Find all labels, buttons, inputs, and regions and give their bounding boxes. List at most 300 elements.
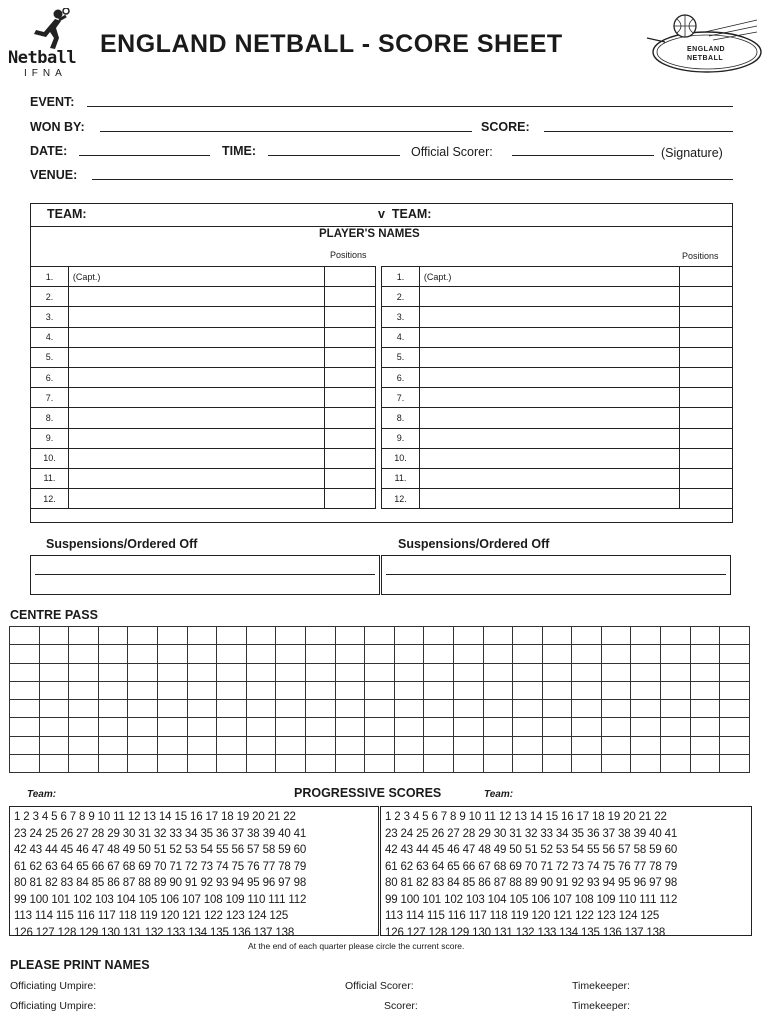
centre-pass-cell[interactable] <box>572 627 602 645</box>
centre-pass-cell[interactable] <box>601 681 631 699</box>
centre-pass-cell[interactable] <box>157 755 187 773</box>
centre-pass-cell[interactable] <box>10 736 40 754</box>
centre-pass-cell[interactable] <box>217 718 247 736</box>
team-header-divider <box>31 226 732 227</box>
centre-pass-cell[interactable] <box>542 718 572 736</box>
player-number: 7. <box>31 388 69 408</box>
player-name-cell[interactable] <box>68 428 324 448</box>
centre-pass-cell[interactable] <box>424 645 454 663</box>
centre-pass-cell[interactable] <box>69 627 99 645</box>
netball-hoop-icon <box>645 12 763 74</box>
player-name-cell[interactable]: (Capt.) <box>68 267 324 287</box>
centre-pass-cell[interactable] <box>483 627 513 645</box>
player-position-cell[interactable] <box>680 267 733 287</box>
won-by-input-line[interactable] <box>100 131 472 132</box>
player-position-cell[interactable] <box>325 448 376 468</box>
player-name-cell[interactable] <box>68 327 324 347</box>
centre-pass-cell[interactable] <box>187 718 217 736</box>
centre-pass-cell[interactable] <box>217 681 247 699</box>
centre-pass-cell[interactable] <box>39 700 69 718</box>
centre-pass-cell[interactable] <box>335 736 365 754</box>
score-number-line[interactable]: 113 114 115 116 117 118 119 120 121 122 123 124 125 <box>14 910 289 922</box>
score-number-line[interactable]: 99 100 101 102 103 104 105 106 107 108 109 110 111 112 <box>385 893 678 906</box>
centre-pass-cell[interactable] <box>128 627 158 645</box>
centre-pass-cell[interactable] <box>39 663 69 681</box>
player-name-cell[interactable]: (Capt.) <box>419 267 679 287</box>
centre-pass-cell[interactable] <box>483 663 513 681</box>
centre-pass-cell[interactable] <box>217 663 247 681</box>
centre-pass-cell[interactable] <box>10 718 40 736</box>
player-position-cell[interactable] <box>325 307 376 327</box>
officiating-umpire-label-2: Officiating Umpire: <box>10 1000 97 1012</box>
score-number-line[interactable]: 1 2 3 4 5 6 7 8 9 10 11 12 13 14 15 16 17 18 19 20 21 22 <box>14 811 296 823</box>
centre-pass-cell[interactable] <box>394 645 424 663</box>
centre-pass-cell[interactable] <box>601 755 631 773</box>
centre-pass-cell[interactable] <box>513 627 543 645</box>
centre-pass-cell[interactable] <box>572 663 602 681</box>
progressive-scores-left <box>9 806 379 939</box>
centre-pass-cell[interactable] <box>69 755 99 773</box>
date-input-line[interactable] <box>79 155 210 156</box>
centre-pass-cell[interactable] <box>542 645 572 663</box>
centre-pass-cell[interactable] <box>720 755 750 773</box>
centre-pass-cell[interactable] <box>69 681 99 699</box>
centre-pass-cell[interactable] <box>424 627 454 645</box>
centre-pass-cell[interactable] <box>690 645 720 663</box>
player-name-cell[interactable] <box>68 448 324 468</box>
centre-pass-cell[interactable] <box>631 700 661 718</box>
centre-pass-cell[interactable] <box>128 663 158 681</box>
player-name-cell[interactable] <box>68 388 324 408</box>
centre-pass-cell[interactable] <box>157 681 187 699</box>
player-row <box>31 408 376 428</box>
centre-pass-cell[interactable] <box>453 663 483 681</box>
centre-pass-cell[interactable] <box>631 755 661 773</box>
centre-pass-cell[interactable] <box>157 700 187 718</box>
centre-pass-cell[interactable] <box>394 663 424 681</box>
centre-pass-cell[interactable] <box>98 681 128 699</box>
home-players-table <box>30 266 376 509</box>
centre-pass-cell[interactable] <box>483 755 513 773</box>
centre-pass-cell[interactable] <box>128 681 158 699</box>
centre-pass-cell[interactable] <box>276 663 306 681</box>
venue-input-line[interactable] <box>92 179 733 180</box>
centre-pass-cell[interactable] <box>305 736 335 754</box>
player-row <box>382 388 733 408</box>
centre-pass-cell[interactable] <box>601 663 631 681</box>
centre-pass-cell[interactable] <box>98 718 128 736</box>
centre-pass-cell[interactable] <box>720 645 750 663</box>
player-row <box>382 267 733 287</box>
centre-pass-cell[interactable] <box>187 627 217 645</box>
centre-pass-cell[interactable] <box>631 645 661 663</box>
player-position-cell[interactable] <box>325 327 376 347</box>
centre-pass-cell[interactable] <box>335 681 365 699</box>
centre-pass-cell[interactable] <box>217 627 247 645</box>
player-number: 8. <box>382 408 420 428</box>
centre-pass-cell[interactable] <box>335 663 365 681</box>
player-name-cell[interactable] <box>419 367 679 387</box>
centre-pass-cell[interactable] <box>513 736 543 754</box>
player-number: 2. <box>31 287 69 307</box>
official-scorer-label: Official Scorer: <box>411 145 493 159</box>
centre-pass-cell[interactable] <box>424 681 454 699</box>
centre-pass-cell[interactable] <box>720 718 750 736</box>
centre-pass-cell[interactable] <box>246 645 276 663</box>
centre-pass-row <box>10 718 750 736</box>
player-position-cell[interactable] <box>325 428 376 448</box>
centre-pass-cell[interactable] <box>128 700 158 718</box>
centre-pass-cell[interactable] <box>424 718 454 736</box>
centre-pass-cell[interactable] <box>276 681 306 699</box>
centre-pass-cell[interactable] <box>483 681 513 699</box>
centre-pass-cell[interactable] <box>217 736 247 754</box>
centre-pass-cell[interactable] <box>365 663 395 681</box>
centre-pass-cell[interactable] <box>365 700 395 718</box>
centre-pass-cell[interactable] <box>690 718 720 736</box>
centre-pass-cell[interactable] <box>246 627 276 645</box>
centre-pass-cell[interactable] <box>601 645 631 663</box>
centre-pass-cell[interactable] <box>453 627 483 645</box>
centre-pass-cell[interactable] <box>542 663 572 681</box>
centre-pass-cell[interactable] <box>128 755 158 773</box>
centre-pass-cell[interactable] <box>483 718 513 736</box>
centre-pass-cell[interactable] <box>453 718 483 736</box>
centre-pass-cell[interactable] <box>69 645 99 663</box>
centre-pass-cell[interactable] <box>661 736 691 754</box>
player-row <box>31 367 376 387</box>
score-number-line[interactable]: 42 43 44 45 46 47 48 49 50 51 52 53 54 55 56 57 58 59 60 <box>14 844 307 856</box>
centre-pass-cell[interactable] <box>98 700 128 718</box>
centre-pass-cell[interactable] <box>572 736 602 754</box>
centre-pass-cell[interactable] <box>276 718 306 736</box>
player-position-cell[interactable] <box>325 489 376 509</box>
player-name-cell[interactable] <box>419 468 679 488</box>
centre-pass-cell[interactable] <box>39 718 69 736</box>
centre-pass-cell[interactable] <box>10 681 40 699</box>
centre-pass-cell[interactable] <box>572 645 602 663</box>
player-position-cell[interactable] <box>325 347 376 367</box>
centre-pass-cell[interactable] <box>128 718 158 736</box>
centre-pass-cell[interactable] <box>720 627 750 645</box>
centre-pass-cell[interactable] <box>394 681 424 699</box>
player-position-cell[interactable] <box>680 367 733 387</box>
player-position-cell[interactable] <box>325 468 376 488</box>
centre-pass-cell[interactable] <box>365 755 395 773</box>
centre-pass-cell[interactable] <box>276 645 306 663</box>
centre-pass-cell[interactable] <box>542 736 572 754</box>
player-name-cell[interactable] <box>419 287 679 307</box>
centre-pass-cell[interactable] <box>69 663 99 681</box>
centre-pass-cell[interactable] <box>335 700 365 718</box>
centre-pass-cell[interactable] <box>305 663 335 681</box>
centre-pass-cell[interactable] <box>246 718 276 736</box>
centre-pass-cell[interactable] <box>453 681 483 699</box>
centre-pass-cell[interactable] <box>513 700 543 718</box>
centre-pass-cell[interactable] <box>69 736 99 754</box>
centre-pass-cell[interactable] <box>690 627 720 645</box>
centre-pass-cell[interactable] <box>276 736 306 754</box>
centre-pass-cell[interactable] <box>601 627 631 645</box>
centre-pass-cell[interactable] <box>542 681 572 699</box>
centre-pass-cell[interactable] <box>10 700 40 718</box>
centre-pass-cell[interactable] <box>187 645 217 663</box>
player-name-cell[interactable] <box>68 367 324 387</box>
centre-pass-cell[interactable] <box>246 755 276 773</box>
centre-pass-cell[interactable] <box>631 681 661 699</box>
suspension-entry-line[interactable] <box>386 574 726 575</box>
centre-pass-cell[interactable] <box>217 755 247 773</box>
suspensions-label-left: Suspensions/Ordered Off <box>46 537 198 551</box>
centre-pass-cell[interactable] <box>394 755 424 773</box>
centre-pass-cell[interactable] <box>157 663 187 681</box>
centre-pass-cell[interactable] <box>276 627 306 645</box>
score-number-line[interactable]: 1 2 3 4 5 6 7 8 9 10 11 12 13 14 15 16 17 18 19 20 21 22 <box>385 811 667 823</box>
centre-pass-cell[interactable] <box>690 663 720 681</box>
centre-pass-cell[interactable] <box>246 700 276 718</box>
player-position-cell[interactable] <box>680 448 733 468</box>
centre-pass-cell[interactable] <box>335 755 365 773</box>
logo-sub-text: IFNA <box>24 68 67 79</box>
centre-pass-cell[interactable] <box>572 681 602 699</box>
player-name-cell[interactable] <box>419 327 679 347</box>
player-name-cell[interactable] <box>68 408 324 428</box>
centre-pass-cell[interactable] <box>690 736 720 754</box>
score-number-line[interactable]: 113 114 115 116 117 118 119 120 121 122 123 124 125 <box>385 910 660 922</box>
centre-pass-cell[interactable] <box>128 645 158 663</box>
centre-pass-cell[interactable] <box>187 681 217 699</box>
player-position-cell[interactable] <box>325 367 376 387</box>
centre-pass-cell[interactable] <box>69 718 99 736</box>
player-number: 12. <box>31 489 69 509</box>
centre-pass-cell[interactable] <box>10 627 40 645</box>
centre-pass-cell[interactable] <box>453 736 483 754</box>
player-name-cell[interactable] <box>419 408 679 428</box>
player-name-cell[interactable] <box>68 287 324 307</box>
centre-pass-cell[interactable] <box>690 681 720 699</box>
centre-pass-cell[interactable] <box>690 700 720 718</box>
score-number-line[interactable]: 80 81 82 83 84 85 86 87 88 89 90 91 92 93 94 95 96 97 98 <box>385 877 678 889</box>
centre-pass-cell[interactable] <box>39 645 69 663</box>
centre-pass-cell[interactable] <box>98 627 128 645</box>
logo-brand-text: Netball <box>8 48 77 68</box>
centre-pass-cell[interactable] <box>365 718 395 736</box>
centre-pass-cell[interactable] <box>394 736 424 754</box>
score-input-line[interactable] <box>544 131 733 132</box>
player-name-cell[interactable] <box>419 428 679 448</box>
score-number-line[interactable]: 99 100 101 102 103 104 105 106 107 108 109 110 111 112 <box>14 893 307 906</box>
score-number-line[interactable]: 42 43 44 45 46 47 48 49 50 51 52 53 54 55 56 57 58 59 60 <box>385 844 678 856</box>
centre-pass-cell[interactable] <box>631 627 661 645</box>
centre-pass-cell[interactable] <box>365 681 395 699</box>
centre-pass-cell[interactable] <box>217 645 247 663</box>
centre-pass-cell[interactable] <box>187 736 217 754</box>
event-input-line[interactable] <box>87 106 733 107</box>
player-position-cell[interactable] <box>680 489 733 509</box>
centre-pass-cell[interactable] <box>424 736 454 754</box>
centre-pass-cell[interactable] <box>661 627 691 645</box>
centre-pass-cell[interactable] <box>513 645 543 663</box>
centre-pass-cell[interactable] <box>187 700 217 718</box>
player-number: 4. <box>31 327 69 347</box>
centre-pass-cell[interactable] <box>513 681 543 699</box>
suspensions-box-right <box>381 555 731 595</box>
score-number-line[interactable]: 80 81 82 83 84 85 86 87 88 89 90 91 92 93 94 95 96 97 98 <box>14 877 307 889</box>
centre-pass-cell[interactable] <box>128 736 158 754</box>
player-name-cell[interactable] <box>68 347 324 367</box>
centre-pass-cell[interactable] <box>661 645 691 663</box>
centre-pass-cell[interactable] <box>542 755 572 773</box>
centre-pass-cell[interactable] <box>601 700 631 718</box>
centre-pass-cell[interactable] <box>601 736 631 754</box>
player-position-cell[interactable] <box>325 287 376 307</box>
centre-pass-cell[interactable] <box>513 663 543 681</box>
centre-pass-cell[interactable] <box>39 755 69 773</box>
centre-pass-cell[interactable] <box>276 700 306 718</box>
player-position-cell[interactable] <box>680 468 733 488</box>
centre-pass-cell[interactable] <box>424 663 454 681</box>
centre-pass-cell[interactable] <box>453 755 483 773</box>
centre-pass-row <box>10 700 750 718</box>
player-position-cell[interactable] <box>680 428 733 448</box>
suspension-entry-line[interactable] <box>35 574 375 575</box>
centre-pass-cell[interactable] <box>98 663 128 681</box>
centre-pass-cell[interactable] <box>246 681 276 699</box>
centre-pass-cell[interactable] <box>690 755 720 773</box>
centre-pass-cell[interactable] <box>335 645 365 663</box>
centre-pass-cell[interactable] <box>483 736 513 754</box>
centre-pass-cell[interactable] <box>661 718 691 736</box>
centre-pass-cell[interactable] <box>513 755 543 773</box>
netball-ifna-logo <box>8 8 88 83</box>
centre-pass-cell[interactable] <box>513 718 543 736</box>
centre-pass-cell[interactable] <box>98 645 128 663</box>
centre-pass-cell[interactable] <box>720 700 750 718</box>
centre-pass-cell[interactable] <box>187 663 217 681</box>
centre-pass-cell[interactable] <box>661 755 691 773</box>
centre-pass-cell[interactable] <box>720 663 750 681</box>
player-number: 10. <box>382 448 420 468</box>
centre-pass-cell[interactable] <box>601 718 631 736</box>
centre-pass-cell[interactable] <box>424 700 454 718</box>
score-number-line[interactable]: 23 24 25 26 27 28 29 30 31 32 33 34 35 36 37 38 39 40 41 <box>385 827 678 840</box>
centre-pass-cell[interactable] <box>276 755 306 773</box>
centre-pass-cell[interactable] <box>335 627 365 645</box>
score-number-line[interactable]: 61 62 63 64 65 66 67 68 69 70 71 72 73 74 75 76 77 78 79 <box>14 860 307 873</box>
centre-pass-cell[interactable] <box>631 736 661 754</box>
centre-pass-cell[interactable] <box>305 681 335 699</box>
centre-pass-cell[interactable] <box>39 681 69 699</box>
centre-pass-cell[interactable] <box>572 718 602 736</box>
player-position-cell[interactable] <box>680 388 733 408</box>
centre-pass-cell[interactable] <box>720 681 750 699</box>
player-name-cell[interactable] <box>419 307 679 327</box>
player-name-cell[interactable] <box>419 448 679 468</box>
centre-pass-cell[interactable] <box>631 663 661 681</box>
score-number-line[interactable]: 126 127 128 129 130 131 132 133 134 135 136 137 138 <box>14 926 295 939</box>
centre-pass-cell[interactable] <box>305 718 335 736</box>
centre-pass-cell[interactable] <box>39 736 69 754</box>
centre-pass-cell[interactable] <box>10 755 40 773</box>
score-number-line[interactable]: 61 62 63 64 65 66 67 68 69 70 71 72 73 74 75 76 77 78 79 <box>385 860 678 873</box>
score-number-line[interactable]: 23 24 25 26 27 28 29 30 31 32 33 34 35 36 37 38 39 40 41 <box>14 827 307 840</box>
player-number: 1. <box>382 267 420 287</box>
player-name-cell[interactable] <box>419 388 679 408</box>
centre-pass-cell[interactable] <box>453 645 483 663</box>
centre-pass-cell[interactable] <box>187 755 217 773</box>
centre-pass-cell[interactable] <box>542 700 572 718</box>
player-row <box>31 489 376 509</box>
score-number-line[interactable]: 126 127 128 129 130 131 132 133 134 135 136 137 138 <box>385 926 666 939</box>
centre-pass-cell[interactable] <box>305 627 335 645</box>
centre-pass-cell[interactable] <box>365 627 395 645</box>
centre-pass-cell[interactable] <box>157 718 187 736</box>
centre-pass-cell[interactable] <box>394 627 424 645</box>
centre-pass-cell[interactable] <box>542 627 572 645</box>
time-input-line[interactable] <box>268 155 400 156</box>
centre-pass-cell[interactable] <box>69 700 99 718</box>
centre-pass-cell[interactable] <box>98 755 128 773</box>
player-position-cell[interactable] <box>680 327 733 347</box>
centre-pass-cell[interactable] <box>10 645 40 663</box>
centre-pass-cell[interactable] <box>305 755 335 773</box>
centre-pass-cell[interactable] <box>453 700 483 718</box>
print-names-heading: PLEASE PRINT NAMES <box>10 958 150 972</box>
centre-pass-cell[interactable] <box>661 700 691 718</box>
player-name-cell[interactable] <box>68 468 324 488</box>
centre-pass-cell[interactable] <box>246 736 276 754</box>
centre-pass-cell[interactable] <box>572 700 602 718</box>
centre-pass-cell[interactable] <box>424 755 454 773</box>
centre-pass-cell[interactable] <box>661 681 691 699</box>
player-name-cell[interactable] <box>419 489 679 509</box>
centre-pass-cell[interactable] <box>246 663 276 681</box>
centre-pass-cell[interactable] <box>394 718 424 736</box>
player-name-cell[interactable] <box>419 347 679 367</box>
centre-pass-cell[interactable] <box>217 700 247 718</box>
player-position-cell[interactable] <box>680 287 733 307</box>
positions-label-right: Positions <box>682 251 719 261</box>
centre-pass-cell[interactable] <box>661 663 691 681</box>
player-position-cell[interactable] <box>325 408 376 428</box>
official-scorer-input-line[interactable] <box>512 155 654 156</box>
centre-pass-cell[interactable] <box>10 663 40 681</box>
centre-pass-cell[interactable] <box>157 736 187 754</box>
centre-pass-cell[interactable] <box>394 700 424 718</box>
centre-pass-cell[interactable] <box>39 627 69 645</box>
player-position-cell[interactable] <box>325 388 376 408</box>
player-position-cell[interactable] <box>325 267 376 287</box>
player-position-cell[interactable] <box>680 347 733 367</box>
centre-pass-cell[interactable] <box>365 736 395 754</box>
centre-pass-cell[interactable] <box>157 645 187 663</box>
centre-pass-cell[interactable] <box>98 736 128 754</box>
player-position-cell[interactable] <box>680 408 733 428</box>
centre-pass-cell[interactable] <box>483 645 513 663</box>
player-position-cell[interactable] <box>680 307 733 327</box>
centre-pass-cell[interactable] <box>720 736 750 754</box>
centre-pass-cell[interactable] <box>572 755 602 773</box>
centre-pass-cell[interactable] <box>305 645 335 663</box>
centre-pass-cell[interactable] <box>631 718 661 736</box>
centre-pass-cell[interactable] <box>157 627 187 645</box>
centre-pass-cell[interactable] <box>483 700 513 718</box>
player-name-cell[interactable] <box>68 489 324 509</box>
centre-pass-cell[interactable] <box>305 700 335 718</box>
centre-pass-cell[interactable] <box>365 645 395 663</box>
player-name-cell[interactable] <box>68 307 324 327</box>
centre-pass-cell[interactable] <box>335 718 365 736</box>
